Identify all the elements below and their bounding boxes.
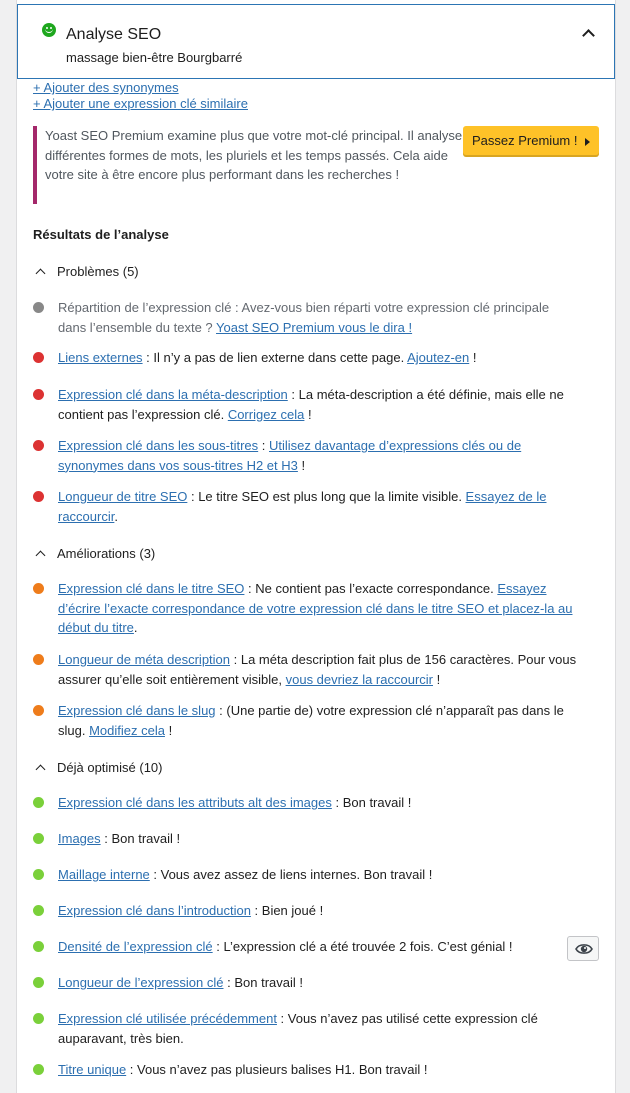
result-link[interactable]: Modifiez cela [89,722,165,738]
result-text: Expression clé dans les sous-titres : Utilisez davantage d’expressions clés ou de synonymes dans vos sous-titres H2 et H3 ! [58,438,522,473]
result-text: Répartition de l’expression clé : Avez-vous bien réparti votre expression clé principale dans l’ensemble du texte ? Yoast SEO Premium vous le dira ! [58,300,550,335]
result-text: Expression clé dans l’introduction : Bien joué ! [58,903,324,918]
improvements-label: Améliorations (3) [57,546,156,561]
result-text: Expression clé dans le titre SEO : Ne contient pas l’exacte correspondance. Essayez d’écrire l’exacte correspondance de votre expression clé dans le titre SEO et placez-la au début du titre. [58,581,573,635]
panel-title: Analyse SEO [66,26,162,43]
result-link[interactable]: Maillage interne [58,867,150,882]
result-link[interactable]: Utilisez davantage d’expressions clés ou de synonymes dans vos sous-titres H2 et H3 [58,438,522,473]
result-link[interactable]: Yoast SEO Premium vous le dira ! [216,319,413,335]
status-bullet-icon [33,352,44,363]
result-text: Longueur de titre SEO : Le titre SEO est plus long que la limite visible. Essayez de le raccourcir. [58,489,547,524]
result-text: Images : Bon travail ! [58,831,181,846]
result-text: Liens externes : Il n’y a pas de lien externe dans cette page. Ajoutez-en ! [58,350,477,365]
status-bullet-icon [33,491,44,502]
status-bullet-icon [33,905,44,916]
result-text: Expression clé utilisée précédemment : Vous n’avez pas utilisé cette expression clé auparavant, très bien. [58,1011,538,1046]
status-bullet-icon [33,583,44,594]
status-bullet-icon [33,705,44,716]
result-link[interactable]: Liens externes [58,350,143,365]
result-text: Expression clé dans le slug : (Une partie de) votre expression clé n’apparaît pas dans le slug. Modifiez cela ! [58,703,564,738]
result-link[interactable]: vous devriez la raccourcir [285,671,433,687]
result-text: Maillage interne : Vous avez assez de liens internes. Bon travail ! [58,867,433,882]
result-link[interactable]: Expression clé dans les attributs alt des images [58,795,332,810]
result-link[interactable]: Ajoutez-en [407,350,470,365]
result-link[interactable]: Images [58,831,101,846]
already-optimized-label: Déjà optimisé (10) [57,760,163,775]
result-link[interactable]: Essayez de le raccourcir [58,489,547,524]
result-link[interactable]: Longueur de l’expression clé [58,975,224,990]
go-premium-label: Passez Premium ! [472,133,578,148]
add-related-keyphrase-link[interactable]: + Ajouter une expression clé similaire [33,96,248,111]
result-link[interactable]: Expression clé dans le titre SEO [58,581,245,596]
result-link[interactable]: Expression clé utilisée précédemment [58,1011,277,1026]
problems-label: Problèmes (5) [57,264,139,279]
result-link[interactable]: Expression clé dans l’introduction [58,903,251,918]
result-text: Densité de l’expression clé : L’expression clé a été trouvée 2 fois. C’est génial ! [58,939,513,954]
highlight-marker-button[interactable] [567,936,599,961]
result-link[interactable]: Expression clé dans le slug [58,703,216,718]
result-link[interactable]: Corrigez cela [227,406,305,422]
status-bullet-icon [33,977,44,988]
result-link[interactable]: Titre unique [58,1062,127,1077]
result-link[interactable]: Essayez d’écrire l’exacte correspondance de votre expression clé dans le titre SEO et placez-la au début du titre [58,581,573,635]
premium-upsell-text: Yoast SEO Premium examine plus que votre mot-clé principal. Il analyse différentes formes de mots, les pluriels et les temps passés. Cela aide votre site à être encore plus performant dans les recherches ! [33,126,463,204]
status-bullet-icon [33,869,44,880]
result-link[interactable]: Expression clé dans les sous-titres [58,438,259,453]
result-link[interactable]: Densité de l’expression clé [58,939,213,954]
chevron-up-icon[interactable] [578,23,598,43]
add-synonyms-link[interactable]: + Ajouter des synonymes [33,80,179,95]
result-text: Expression clé dans la méta-description : La méta-description a été définie, mais elle ne contient pas l’expression clé. Corrigez cela ! [58,387,564,422]
eye-icon [575,942,593,956]
status-bullet-icon [33,440,44,451]
status-bullet-icon [33,389,44,400]
result-text: Expression clé dans les attributs alt des images : Bon travail ! [58,795,412,810]
result-text: Longueur de méta description : La méta description fait plus de 156 caractères. Pour vous assurer qu’elle soit entièrement visible, vous devriez la raccourcir ! [58,652,577,687]
results-heading: Résultats de l’analyse [33,227,169,242]
status-bullet-icon [33,797,44,808]
status-bullet-icon [33,654,44,665]
status-bullet-icon [33,302,44,313]
status-bullet-icon [33,833,44,844]
go-premium-button[interactable] [463,126,599,157]
status-bullet-icon [33,1013,44,1024]
result-link[interactable]: Longueur de méta description [58,652,231,667]
result-link[interactable]: Expression clé dans la méta-description [58,387,288,402]
focus-keyphrase: massage bien-être Bourgbarré [66,50,243,65]
result-text: Longueur de l’expression clé : Bon travail ! [58,975,303,990]
result-text: Titre unique : Vous n’avez pas plusieurs balises H1. Bon travail ! [58,1062,428,1077]
status-bullet-icon [33,1064,44,1075]
status-bullet-icon [33,941,44,952]
caret-right-icon [585,138,590,146]
seo-analysis-header[interactable] [17,4,615,79]
smiley-icon [42,23,56,37]
result-link[interactable]: Longueur de titre SEO [58,489,188,504]
